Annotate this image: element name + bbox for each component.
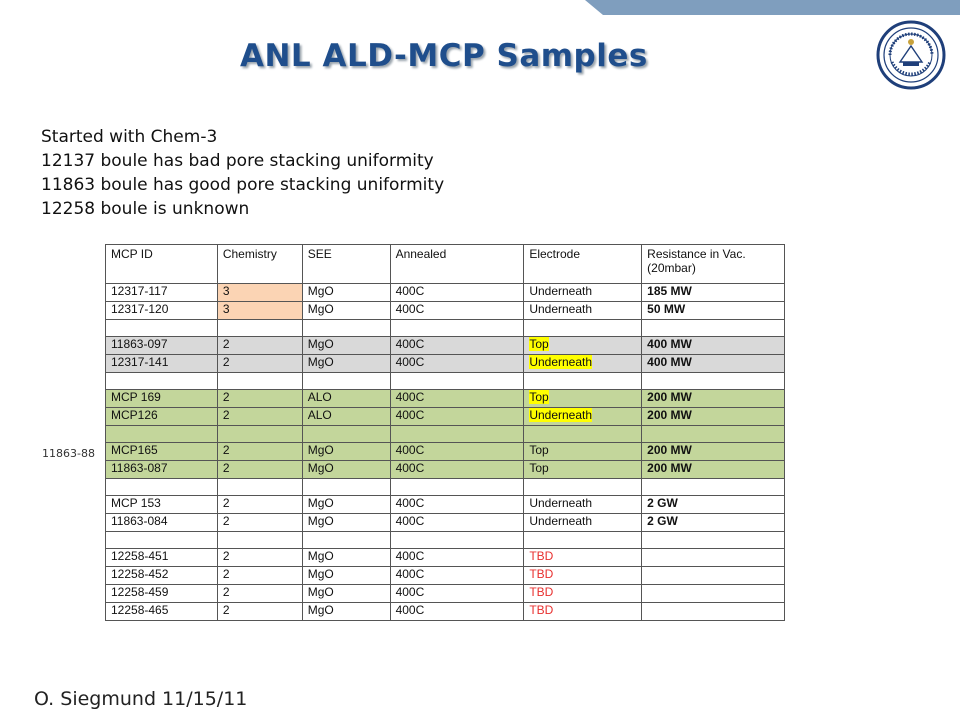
table-row — [106, 302, 785, 320]
table-row — [106, 390, 785, 408]
cell-electrode: Top — [524, 461, 642, 479]
cell-electrode: Underneath — [524, 284, 642, 302]
table-row — [106, 567, 785, 585]
cell-mcp-id: 12258-451 — [106, 549, 218, 567]
cell-see: MgO — [302, 284, 390, 302]
spacer-row — [106, 532, 785, 549]
table-row — [106, 443, 785, 461]
cell-electrode: Underneath — [524, 302, 642, 320]
cell-resistance — [642, 567, 785, 585]
cell-mcp-id: MCP 153 — [106, 496, 218, 514]
cell-resistance — [642, 585, 785, 603]
cell-electrode: Underneath — [524, 514, 642, 532]
electrode-highlight: Top — [529, 390, 549, 404]
cell-chemistry: 2 — [217, 603, 302, 621]
cell-annealed: 400C — [390, 355, 524, 373]
cell-annealed: 400C — [390, 461, 524, 479]
note-line: 11863 boule has good pore stacking uniformity — [41, 175, 445, 195]
spacer-row — [106, 320, 785, 337]
cell-mcp-id: MCP 169 — [106, 390, 218, 408]
cell-chemistry: 3 — [217, 284, 302, 302]
cell-see: MgO — [302, 461, 390, 479]
cell-chemistry: 2 — [217, 567, 302, 585]
table-row — [106, 549, 785, 567]
cell-annealed: 400C — [390, 337, 524, 355]
cell-see: MgO — [302, 337, 390, 355]
table-row — [106, 585, 785, 603]
cell-electrode: TBD — [524, 549, 642, 567]
cell-see: MgO — [302, 585, 390, 603]
cell-annealed: 400C — [390, 284, 524, 302]
header-see: SEE — [302, 245, 390, 284]
cell-resistance: 200 MW — [642, 443, 785, 461]
table-row — [106, 514, 785, 532]
side-label: 11863-88 — [42, 447, 95, 460]
cell-mcp-id: 12317-117 — [106, 284, 218, 302]
table-row — [106, 355, 785, 373]
table-header-row — [106, 245, 785, 284]
cell-resistance: 50 MW — [642, 302, 785, 320]
cell-annealed: 400C — [390, 408, 524, 426]
cell-resistance: 2 GW — [642, 514, 785, 532]
cell-see: ALO — [302, 390, 390, 408]
cell-resistance — [642, 549, 785, 567]
electrode-highlight: Top — [529, 337, 549, 351]
cell-annealed: 400C — [390, 567, 524, 585]
spacer-row — [106, 479, 785, 496]
table-row — [106, 284, 785, 302]
cell-chemistry: 2 — [217, 585, 302, 603]
cell-electrode — [524, 337, 642, 355]
cell-see: MgO — [302, 302, 390, 320]
cell-mcp-id: 12258-465 — [106, 603, 218, 621]
slide-title: ANL ALD-MCP Samples — [240, 38, 648, 74]
top-accent-band — [585, 0, 960, 15]
header-chemistry: Chemistry — [217, 245, 302, 284]
header-electrode: Electrode — [524, 245, 642, 284]
cell-annealed: 400C — [390, 514, 524, 532]
cell-electrode — [524, 390, 642, 408]
cell-chemistry: 2 — [217, 390, 302, 408]
cell-chemistry: 2 — [217, 408, 302, 426]
header-annealed: Annealed — [390, 245, 524, 284]
cell-see: MgO — [302, 603, 390, 621]
cell-see: MgO — [302, 514, 390, 532]
cell-annealed: 400C — [390, 496, 524, 514]
cell-electrode — [524, 408, 642, 426]
cell-chemistry: 2 — [217, 355, 302, 373]
cell-see: MgO — [302, 567, 390, 585]
notes-block — [41, 125, 444, 221]
cell-resistance: 185 MW — [642, 284, 785, 302]
table-row — [106, 337, 785, 355]
header-resistance: Resistance in Vac. (20mbar) — [642, 245, 785, 284]
note-line: Started with Chem-3 — [41, 127, 218, 147]
cell-electrode: TBD — [524, 585, 642, 603]
note-line: 12137 boule has bad pore stacking uniformity — [41, 151, 434, 171]
cell-resistance: 2 GW — [642, 496, 785, 514]
cell-annealed: 400C — [390, 302, 524, 320]
cell-see: ALO — [302, 408, 390, 426]
cell-see: MgO — [302, 549, 390, 567]
cell-mcp-id: MCP165 — [106, 443, 218, 461]
cell-chemistry: 2 — [217, 549, 302, 567]
cell-electrode: TBD — [524, 603, 642, 621]
cell-mcp-id: 12258-459 — [106, 585, 218, 603]
cell-annealed: 400C — [390, 585, 524, 603]
spacer-row — [106, 426, 785, 443]
cell-electrode: Underneath — [524, 496, 642, 514]
table-row — [106, 496, 785, 514]
cell-mcp-id: MCP126 — [106, 408, 218, 426]
cell-mcp-id: 11863-087 — [106, 461, 218, 479]
footer-author-date: O. Siegmund 11/15/11 — [34, 688, 248, 710]
cell-see: MgO — [302, 355, 390, 373]
cell-chemistry: 2 — [217, 337, 302, 355]
cell-electrode: Top — [524, 443, 642, 461]
note-line: 12258 boule is unknown — [41, 199, 250, 219]
cell-mcp-id: 11863-084 — [106, 514, 218, 532]
header-mcp-id: MCP ID — [106, 245, 218, 284]
spacer-row — [106, 373, 785, 390]
cell-see: MgO — [302, 496, 390, 514]
cell-chemistry: 2 — [217, 443, 302, 461]
cell-mcp-id: 12317-120 — [106, 302, 218, 320]
table-row — [106, 408, 785, 426]
electrode-highlight: Underneath — [529, 408, 593, 422]
cell-electrode — [524, 355, 642, 373]
cell-annealed: 400C — [390, 603, 524, 621]
cell-mcp-id: 12258-452 — [106, 567, 218, 585]
cell-mcp-id: 12317-141 — [106, 355, 218, 373]
cell-mcp-id: 11863-097 — [106, 337, 218, 355]
mcp-samples-table — [105, 244, 785, 621]
cell-resistance: 200 MW — [642, 461, 785, 479]
university-seal-logo — [876, 20, 946, 90]
table-row — [106, 603, 785, 621]
cell-electrode: TBD — [524, 567, 642, 585]
cell-chemistry: 2 — [217, 496, 302, 514]
cell-resistance: 400 MW — [642, 337, 785, 355]
cell-resistance: 400 MW — [642, 355, 785, 373]
cell-annealed: 400C — [390, 549, 524, 567]
cell-annealed: 400C — [390, 390, 524, 408]
table-row — [106, 461, 785, 479]
cell-see: MgO — [302, 443, 390, 461]
cell-chemistry: 2 — [217, 461, 302, 479]
cell-chemistry: 2 — [217, 514, 302, 532]
cell-chemistry: 3 — [217, 302, 302, 320]
cell-annealed: 400C — [390, 443, 524, 461]
electrode-highlight: Underneath — [529, 355, 593, 369]
cell-resistance: 200 MW — [642, 408, 785, 426]
cell-resistance — [642, 603, 785, 621]
cell-resistance: 200 MW — [642, 390, 785, 408]
